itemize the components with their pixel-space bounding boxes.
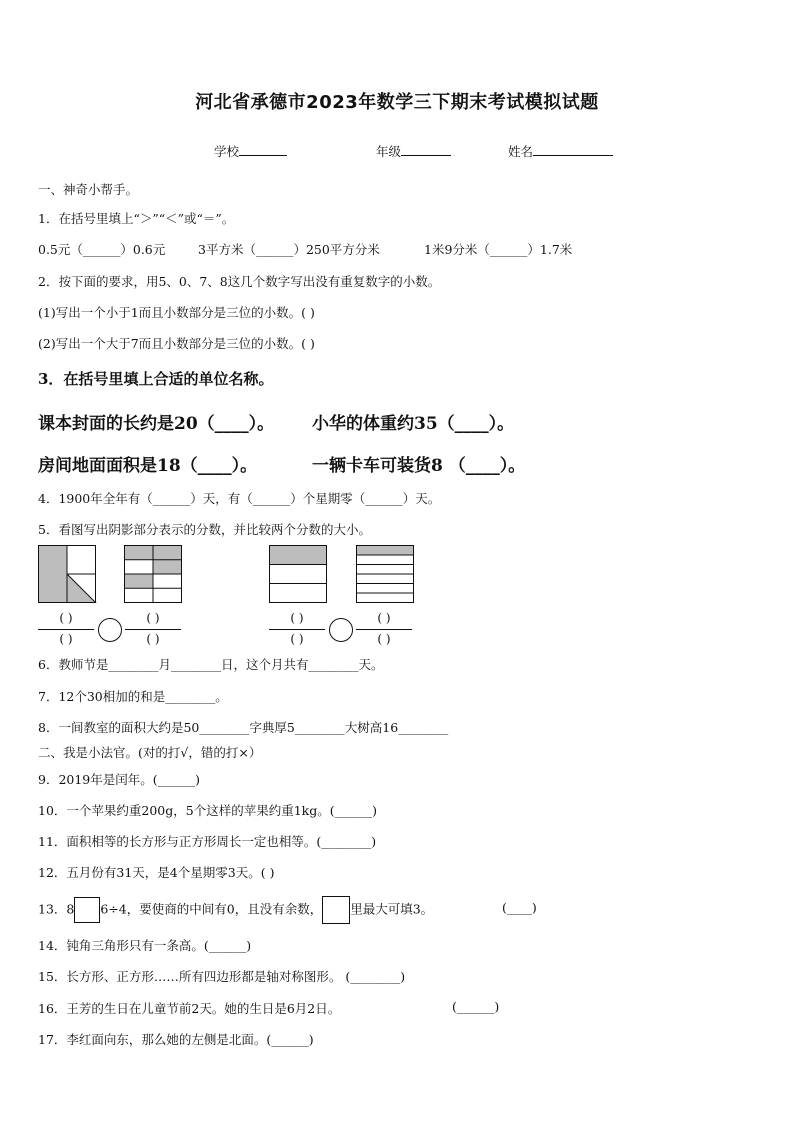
q13-part-1: 13．8: [38, 901, 75, 917]
numerator-blank[interactable]: ( ): [377, 611, 391, 625]
numerator-blank[interactable]: ( ): [290, 611, 304, 625]
fraction-figure-1: [38, 545, 96, 603]
q3-item-a: 课本封面的长约是20（____）。: [38, 414, 275, 434]
fraction-blank-4[interactable]: [356, 611, 412, 649]
name-field[interactable]: [508, 142, 613, 160]
q1-item-a: 0.5元（______）0.6元: [38, 242, 166, 257]
page-title: 河北省承德市2023年数学三下期末考试模拟试题: [195, 92, 599, 113]
q17: 17．李红面向东，那么她的左侧是北面。(______): [38, 1032, 314, 1047]
q9: 9．2019年是闰年。(______): [38, 772, 201, 787]
name-label: 姓名: [508, 144, 534, 159]
grade-blank[interactable]: [401, 142, 451, 156]
school-field[interactable]: [214, 142, 287, 160]
numerator-blank[interactable]: ( ): [146, 611, 160, 625]
q2-stem: 2．按下面的要求，用5、0、7、8这几个数字写出没有重复数字的小数。: [38, 274, 441, 289]
q10: 10．一个苹果约重200g，5个这样的苹果约重1kg。(______): [38, 803, 378, 818]
compare-circle-2[interactable]: [329, 618, 353, 642]
q16-answer: (______): [452, 999, 500, 1014]
grade-field[interactable]: [376, 142, 451, 160]
compare-circle-1[interactable]: [98, 618, 122, 642]
q2-item-2: (2)写出一个大于7而且小数部分是三位的小数。( ): [38, 336, 315, 351]
section-2-heading: 二、我是小法官。(对的打√，错的打×）: [38, 745, 262, 760]
q7: 7．12个30相加的和是________。: [38, 689, 228, 704]
fraction-figure-2: [124, 545, 182, 603]
fraction-blank-2[interactable]: [125, 611, 181, 649]
q13-box-1[interactable]: [74, 897, 100, 923]
school-blank[interactable]: [239, 142, 287, 156]
numerator-blank[interactable]: ( ): [59, 611, 73, 625]
denominator-blank[interactable]: ( ): [377, 632, 391, 646]
q6: 6．教师节是________月________日，这个月共有________天。: [38, 657, 384, 672]
q3-stem: 3．在括号里填上合适的单位名称。: [38, 370, 274, 388]
q1-stem: 1．在括号里填上“＞”“＜”或“＝”。: [38, 211, 235, 226]
fraction-blank-1[interactable]: [38, 611, 94, 649]
fraction-figure-4: [356, 545, 414, 603]
q13-part-3: 里最大可填3。: [350, 901, 434, 917]
q2-item-1: (1)写出一个小于1而且小数部分是三位的小数。( ): [38, 305, 315, 320]
q8: 8．一间教室的面积大约是50________字典厚5________大树高16________: [38, 720, 449, 735]
denominator-blank[interactable]: ( ): [59, 632, 73, 646]
q15: 15．长方形、正方形……所有四边形都是轴对称图形。 (________): [38, 969, 406, 984]
denominator-blank[interactable]: ( ): [290, 632, 304, 646]
q13-answer: (____): [502, 900, 537, 915]
q16: 16．王芳的生日在儿童节前2天。她的生日是6月2日。: [38, 1001, 341, 1016]
section-1-heading: 一、神奇小帮手。: [38, 182, 139, 197]
q1-item-c: 1米9分米（______）1.7米: [424, 242, 573, 257]
name-blank[interactable]: [533, 142, 613, 156]
q3-item-b: 小华的体重约35（____）。: [312, 414, 515, 434]
q11: 11．面积相等的长方形与正方形周长一定也相等。(________): [38, 834, 377, 849]
q13: [38, 896, 433, 924]
grade-label: 年级: [376, 144, 402, 159]
school-label: 学校: [214, 144, 240, 159]
q13-part-2: 6÷4，要使商的中间有0，且没有余数，: [100, 901, 323, 917]
q13-box-2[interactable]: [322, 896, 350, 924]
q12: 12．五月份有31天，是4个星期零3天。( ): [38, 865, 275, 880]
q5-stem: 5．看图写出阴影部分表示的分数，并比较两个分数的大小。: [38, 522, 371, 537]
q3-item-c: 房间地面面积是18（____）。: [38, 456, 258, 476]
q4: 4．1900年全年有（______）天，有（______）个星期零（______）天。: [38, 491, 441, 506]
denominator-blank[interactable]: ( ): [146, 632, 160, 646]
q3-item-d: 一辆卡车可装货8 （____）。: [312, 456, 526, 476]
q14: 14．钝角三角形只有一条高。(______): [38, 938, 252, 953]
q1-item-b: 3平方米（______）250平方分米: [198, 242, 380, 257]
fraction-blank-3[interactable]: [269, 611, 325, 649]
fraction-figure-3: [269, 545, 327, 603]
